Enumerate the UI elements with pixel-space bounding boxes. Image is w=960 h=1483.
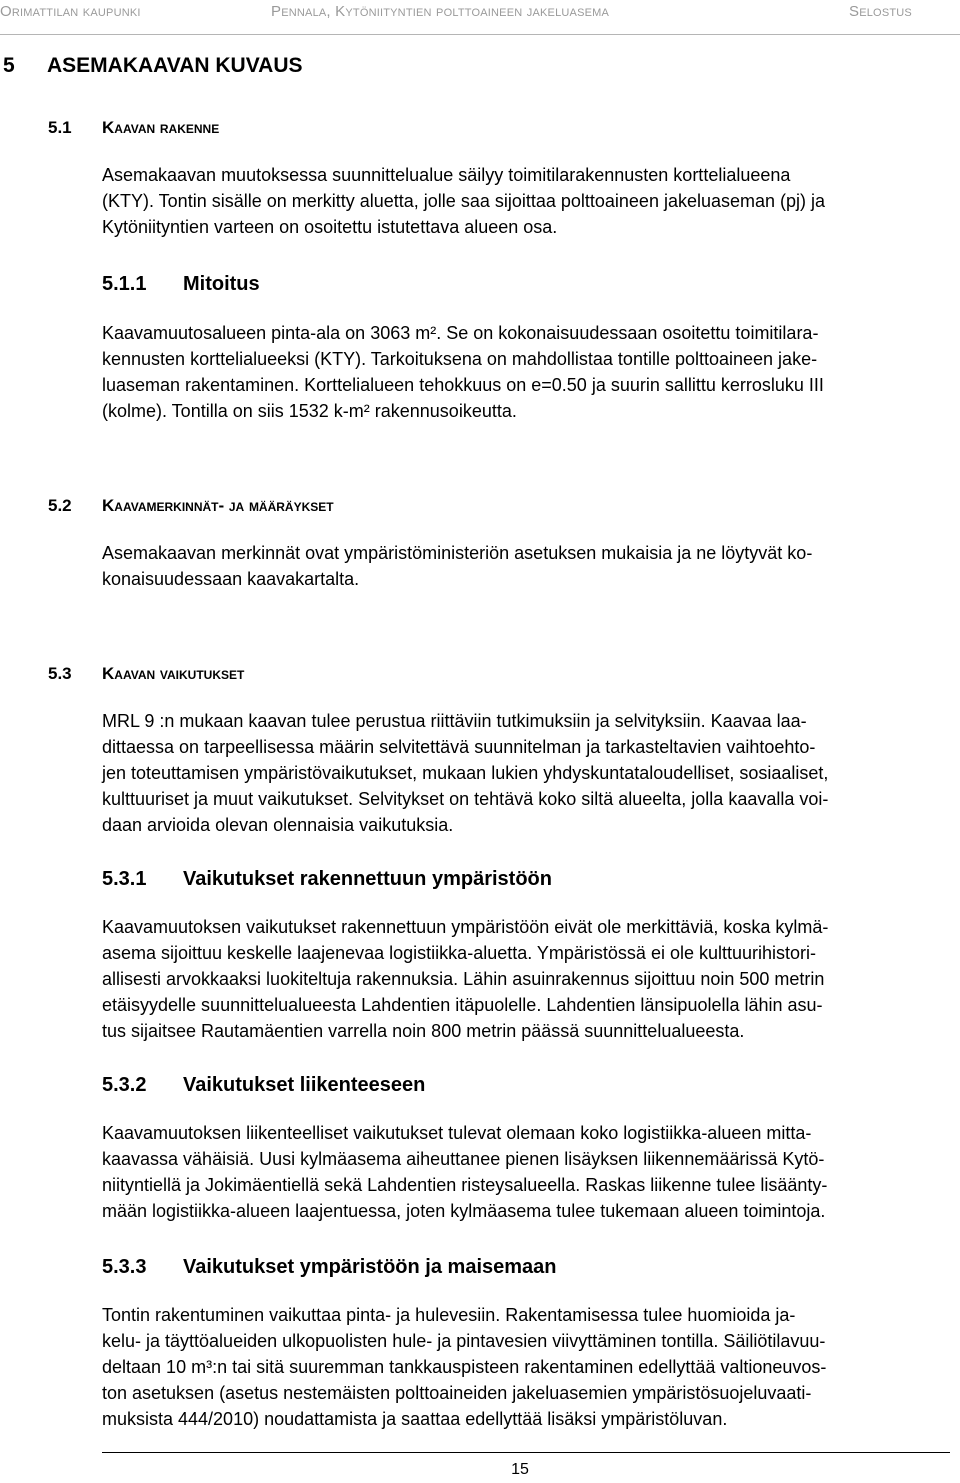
paragraph-line: deltaan 10 m³:n tai sitä suuremman tankkauspisteen rakentaminen edellyttää valtioneuvos- bbox=[102, 1357, 827, 1377]
paragraph-line: ton asetuksen (asetus nestemäisten polttoaineiden jakeluasemien ympäristösuojeluvaati- bbox=[102, 1383, 812, 1403]
section-5-3-3-number: 5.3.3 bbox=[102, 1256, 147, 1278]
section-5-3-3-paragraph bbox=[102, 1302, 960, 1432]
section-5-2-number: 5.2 bbox=[48, 496, 72, 515]
paragraph-line: asema sijoittuu keskelle laajenevaa logistiikka-aluetta. Ympäristössä ei ole kulttuurihistori- bbox=[102, 943, 817, 963]
header-document-type: Selostus bbox=[849, 3, 912, 20]
paragraph-line: mään logistiikka-alueen laajentuessa, joten kylmäasema tulee tukemaan alueen toimintoja. bbox=[102, 1201, 826, 1221]
paragraph-line: dittaessa on tarpeellisessa määrin selvitettävä suunnitelman ja tarkasteltavien vaihtoehto- bbox=[102, 737, 816, 757]
paragraph-line: allisesti arvokkaaksi luokiteltuja rakennuksia. Lähin asuinrakennus sijoittuu noin 500 metrin bbox=[102, 969, 825, 989]
footer-divider bbox=[102, 1452, 950, 1453]
page-number: 15 bbox=[511, 1461, 529, 1478]
section-5-1-1-title: Mitoitus bbox=[183, 273, 260, 295]
section-5-1-1-number: 5.1.1 bbox=[102, 273, 147, 295]
paragraph-line: Asemakaavan merkinnät ovat ympäristöministeriön asetuksen mukaisia ja ne löytyvät ko- bbox=[102, 543, 813, 563]
paragraph-line: tus sijaitsee Rautamäentien varrella noin 800 metrin päässä suunnittelualueesta. bbox=[102, 1021, 745, 1041]
paragraph-line: kennusten korttelialueeksi (KTY). Tarkoituksena on mahdollistaa tontille polttoaineen jake- bbox=[102, 349, 818, 369]
header-organization: Orimattilan kaupunki bbox=[0, 3, 141, 20]
paragraph-line: kelu- ja täyttöalueiden ulkopuolisten hule- ja pintavesien viivyttäminen tontilla. Säiliötilavuu- bbox=[102, 1331, 826, 1351]
paragraph-line: Kaavamuutosalueen pinta-ala on 3063 m². Se on kokonaisuudessaan osoitettu toimitilara- bbox=[102, 323, 819, 343]
section-5-2-title: Kaavamerkinnät- ja määräykset bbox=[102, 496, 334, 515]
chapter-title: ASEMAKAAVAN KUVAUS bbox=[47, 54, 303, 77]
section-5-1-1-paragraph bbox=[102, 320, 960, 424]
paragraph-line: Tontin rakentuminen vaikuttaa pinta- ja hulevesiin. Rakentamisessa tulee huomioida ja- bbox=[102, 1305, 796, 1325]
section-5-2-paragraph bbox=[102, 540, 960, 592]
chapter-number: 5 bbox=[3, 54, 15, 77]
section-5-3-1-paragraph bbox=[102, 914, 960, 1044]
section-5-1-paragraph bbox=[102, 162, 960, 240]
section-5-3-1-title: Vaikutukset rakennettuun ympäristöön bbox=[183, 868, 552, 890]
section-5-3-number: 5.3 bbox=[48, 664, 72, 683]
section-5-3-1-number: 5.3.1 bbox=[102, 868, 147, 890]
paragraph-line: konaisuudessaan kaavakartalta. bbox=[102, 569, 360, 589]
paragraph-line: Kytöniityntien varteen on osoitettu istutettava alueen osa. bbox=[102, 217, 558, 237]
paragraph-line: Asemakaavan muutoksessa suunnittelualue säilyy toimitilarakennusten korttelialueena bbox=[102, 165, 791, 185]
paragraph-line: etäisyydelle suunnittelualueesta Lahdentien itäpuolelle. Lahdentien länsipuolella lähin asu- bbox=[102, 995, 823, 1015]
paragraph-line: luaseman rakentaminen. Korttelialueen tehokkuus on e=0.50 ja suurin sallittu kerrosluku III bbox=[102, 375, 824, 395]
paragraph-line: kaavassa vähäisiä. Uusi kylmäasema aiheuttanee pienen lisäyksen liikennemäärissä Kytö- bbox=[102, 1149, 825, 1169]
header-divider bbox=[0, 34, 960, 35]
section-5-1-number: 5.1 bbox=[48, 118, 72, 137]
section-5-3-title: Kaavan vaikutukset bbox=[102, 664, 245, 683]
paragraph-line: daan arvioida olevan olennaisia vaikutuksia. bbox=[102, 815, 454, 835]
paragraph-line: Kaavamuutoksen liikenteelliset vaikutukset tulevat olemaan koko logistiikka-alueen mitta- bbox=[102, 1123, 812, 1143]
section-5-3-paragraph bbox=[102, 708, 960, 838]
section-5-1-title: Kaavan rakenne bbox=[102, 118, 220, 137]
paragraph-line: muksista 444/2010) noudattamista ja saattaa edellyttää lisäksi ympäristöluvan. bbox=[102, 1409, 728, 1429]
section-5-3-2-paragraph bbox=[102, 1120, 960, 1224]
paragraph-line: kulttuuriset ja muut vaikutukset. Selvitykset on tehtävä koko siltä alueelta, jolla kaavalla voi- bbox=[102, 789, 829, 809]
paragraph-line: (kolme). Tontilla on siis 1532 k-m² rakennusoikeutta. bbox=[102, 401, 517, 421]
section-5-3-2-number: 5.3.2 bbox=[102, 1074, 147, 1096]
paragraph-line: niityntiellä ja Jokimäentiellä sekä Lahdentien risteysalueella. Raskas liikenne tulee lisäänty- bbox=[102, 1175, 828, 1195]
paragraph-line: Kaavamuutoksen vaikutukset rakennettuun ympäristöön eivät ole merkittäviä, koska kylmä- bbox=[102, 917, 829, 937]
header-document-title: Pennala, Kytöniityntien polttoaineen jakeluasema bbox=[271, 3, 610, 20]
paragraph-line: jen toteuttamisen ympäristövaikutukset, mukaan lukien yhdyskuntataloudelliset, sosiaaliset, bbox=[102, 763, 829, 783]
section-5-3-2-title: Vaikutukset liikenteeseen bbox=[183, 1074, 426, 1096]
paragraph-line: (KTY). Tontin sisälle on merkitty aluetta, jolle saa sijoittaa polttoaineen jakeluaseman (pj) ja bbox=[102, 191, 826, 211]
section-5-3-3-title: Vaikutukset ympäristöön ja maisemaan bbox=[183, 1256, 557, 1278]
paragraph-line: MRL 9 :n mukaan kaavan tulee perustua riittäviin tutkimuksiin ja selvityksiin. Kaavaa laa- bbox=[102, 711, 807, 731]
